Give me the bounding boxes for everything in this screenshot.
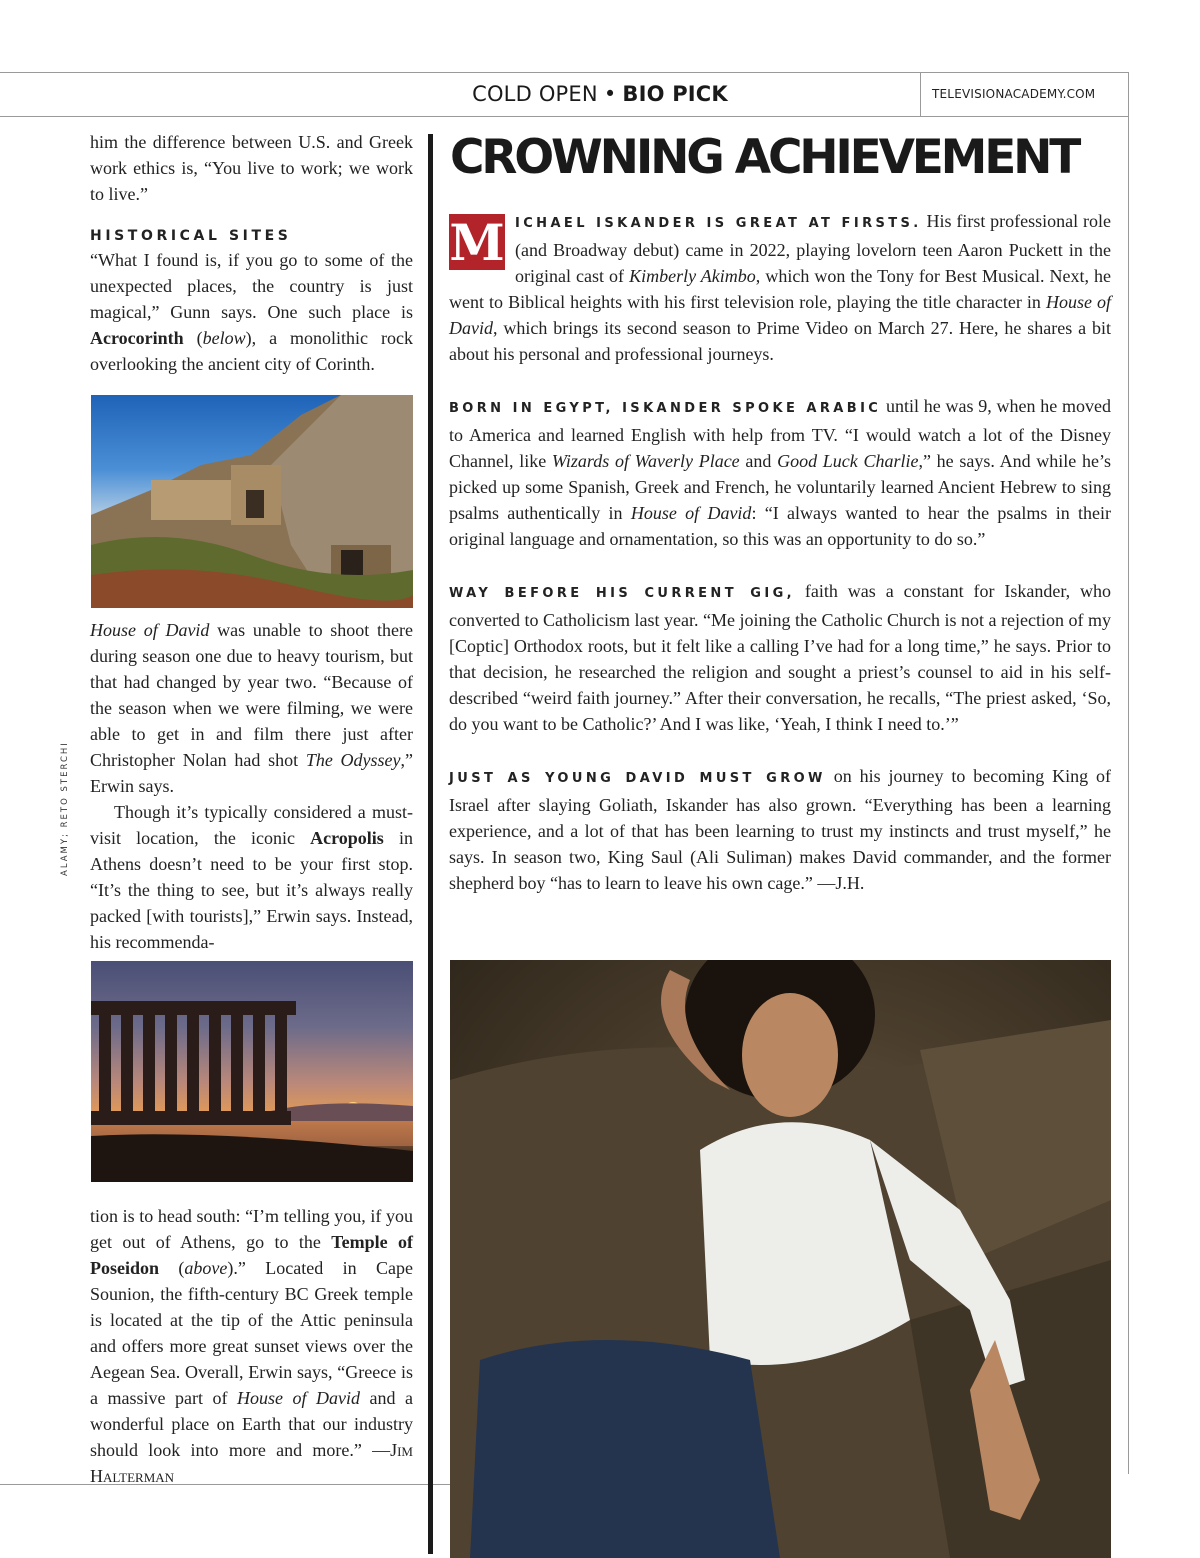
growth-paragraph: JUST AS YOUNG DAVID MUST GROW on his journey to becoming King of Israel after slaying Goliath, Iskander has also grown. “Everything has been a learning experience, and a lot of that has been learning to trust my instincts and trust myself,” he says. In season two, King Saul (Ali Suliman) makes David commander, and the former shepherd boy “has to learn to leave his own cage.” —J.H. bbox=[449, 766, 1111, 893]
drop-cap: M bbox=[449, 213, 505, 272]
section-heading: HISTORICAL SITES bbox=[90, 228, 292, 244]
header-separator: • bbox=[603, 82, 617, 106]
shooting-paragraph: House of David was unable to shoot there during season one due to heavy tourism, but that had changed by year two. “Because of the season when we were filming, we were able to get in and film there just after Christopher Nolan had shot The Odyssey,” Erwin says. bbox=[90, 620, 414, 796]
left-intro-paragraph: him the difference between U.S. and Greek work ethics is, “You live to work; we work to live.” bbox=[90, 132, 413, 204]
michael-iskander-portrait bbox=[450, 960, 1111, 1558]
acropolis-paragraph: Though it’s typically considered a must-visit location, the iconic Acropolis in Athens doesn’t need to be your first stop. “It’s the thing to see, but it’s always really packed [with tourists],” Erwin says. Instead, his recommenda- bbox=[90, 802, 413, 952]
temple-illustration bbox=[91, 961, 413, 1182]
header-top-rule bbox=[0, 72, 1129, 73]
column-rule bbox=[428, 134, 433, 1554]
acrocorinth-paragraph: “What I found is, if you go to some of the unexpected places, the country is just magical,” Gunn says. One such place is Acrocorinth (below), a monolithic rock overlooking the ancient city of Corinth. bbox=[90, 250, 413, 374]
egypt-paragraph: BORN IN EGYPT, ISKANDER SPOKE ARABIC until he was 9, when he moved to America and learned English with help from TV. “I would watch a lot of the Disney Channel, like Wizards of Waverly Place and Good Luck Charlie,” he says. And while he’s picked up some Spanish, Greek and French, he voluntarily learned Ancient Hebrew to sing psalms authentically in House of David: “I always wanted to hear the psalms in their original language and ornamentation, so this was an opportunity to do so.” bbox=[449, 396, 1111, 549]
acrocorinth-illustration bbox=[91, 395, 413, 608]
article-headline: CROWNING ACHIEVEMENT bbox=[450, 130, 1079, 185]
left-column bbox=[90, 129, 413, 1489]
temple-of-poseidon-photo bbox=[91, 961, 413, 1182]
header-bottom-rule bbox=[0, 116, 1129, 117]
subsection-name: BIO PICK bbox=[622, 82, 728, 106]
poseidon-paragraph: tion is to head south: “I’m telling you, if you get out of Athens, go to the Temple of Poseidon (above).” Located in Cape Sounion, the fifth-century BC Greek temple is located at the tip of the Attic peninsula and offers more great sunset views over the Aegean Sea. Overall, Erwin says, “Greece is a massive part of House of David and a wonderful place on Earth that our industry should look into more and more.” —Jim Halterman bbox=[90, 1206, 413, 1486]
faith-paragraph: WAY BEFORE HIS CURRENT GIG, faith was a constant for Iskander, who converted to Catholicism last year. “Me joining the Catholic Church is not a rejection of my [Coptic] Orthodox roots, but it felt like a calling I’ve had for a long time,” he says. Prior to that decision, he researched the religion and sought a priest’s counsel to aid in his self-described “weird faith journey.” After their conversation, he recalls, “The priest asked, ‘So, do you want to be Catholic?’ And I was like, ‘Yeah, I think I need to.’” bbox=[449, 581, 1111, 734]
frame-right-rule bbox=[1128, 72, 1129, 1474]
acrocorinth-photo bbox=[91, 395, 413, 608]
portrait-illustration bbox=[450, 960, 1111, 1558]
site-url[interactable]: TELEVISIONACADEMY.COM bbox=[932, 87, 1096, 101]
article-body bbox=[449, 208, 1111, 922]
section-name: COLD OPEN bbox=[472, 82, 598, 106]
byline: Jim Halterman bbox=[90, 1440, 413, 1486]
intro-paragraph: M ICHAEL ISKANDER IS GREAT AT FIRSTS. His first professional role (and Broadway debut) came in 2022, playing lovelorn teen Aaron Puckett in the original cast of Kimberly Akimbo, which won the Tony for Best Musical. Next, he went to Biblical heights with his first television role, playing the title character in House of David, which brings its second season to Prime Video on March 27. Here, he shares a bit about his personal and professional journeys. bbox=[449, 211, 1112, 364]
photo-credit: ALAMY; RETO STERCHI bbox=[60, 741, 70, 876]
